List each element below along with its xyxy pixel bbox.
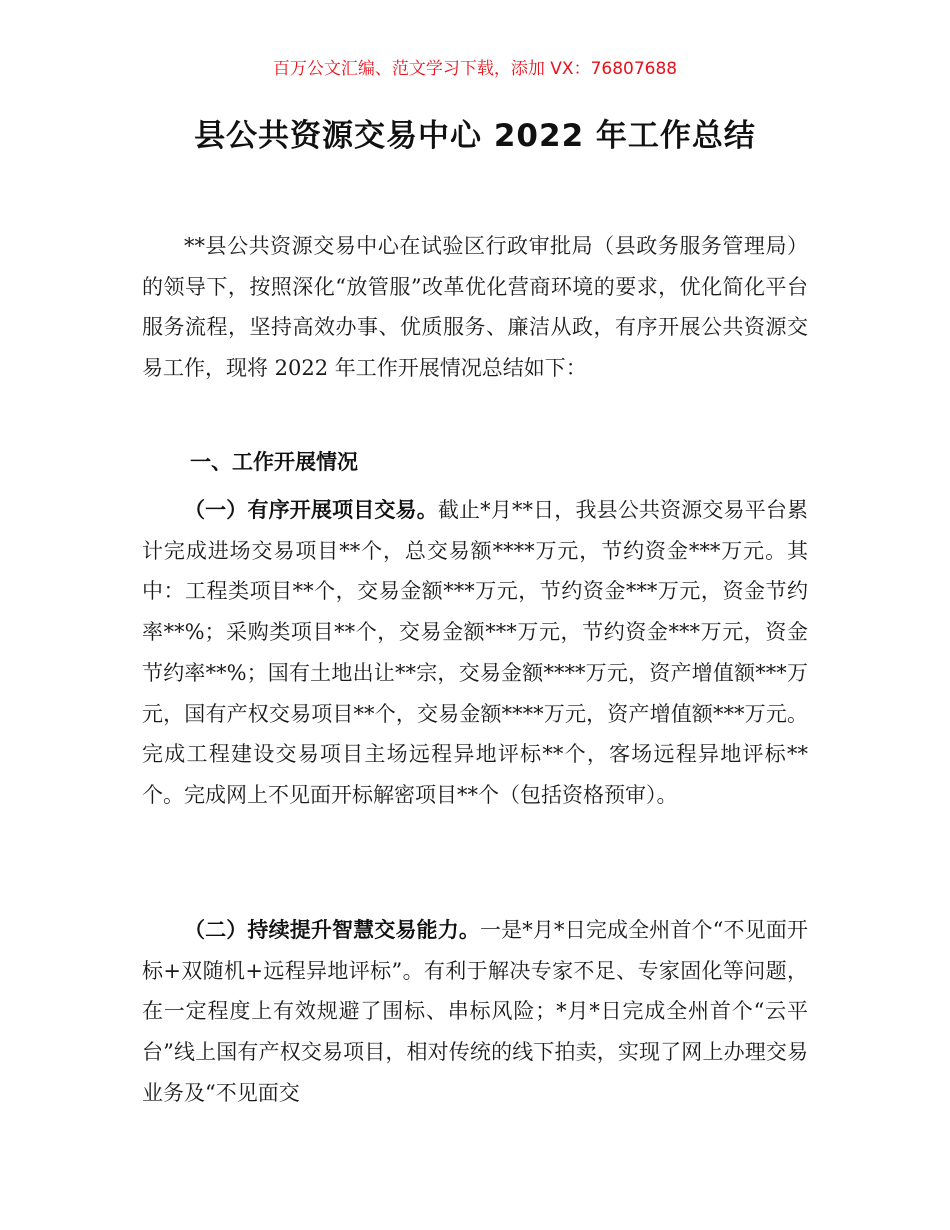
item-1-paragraph xyxy=(142,490,808,816)
section-heading-1: 一、工作开展情况 xyxy=(190,450,358,474)
item-2-lead: （二）持续提升智慧交易能力。 xyxy=(184,918,480,942)
item-2-paragraph xyxy=(142,910,808,1114)
item-1-body: 截止*月**日，我县公共资源交易平台累计完成进场交易项目**个，总交易额****万元，节约资金***万元。其中：工程类项目**个，交易金额***万元，节约资金***万元，资金节约率**%；采购类项目**个，交易金额***万元，节约资金***万元，资金节约率**%；国有土地出让**宗，交易金额****万元，资产增值额***万元，国有产权交易项目**个，交易金额****万元，资产增值额***万元。完成工程建设交易项目主场远程异地评标**个，客场远程异地评标**个。完成网上不见面开标解密项目**个（包括资格预审）。 xyxy=(142,498,809,807)
promo-banner: 百万公文汇编、范文学习下载，添加 VX：76807688 xyxy=(272,59,678,79)
document-title: 县公共资源交易中心 2022 年工作总结 xyxy=(194,118,756,154)
intro-paragraph: **县公共资源交易中心在试验区行政审批局（县政务服务管理局）的领导下，按照深化“放管服”改革优化营商环境的要求，优化简化平台服务流程，坚持高效办事、优质服务、廉洁从政，有序开展公共资源交易工作，现将 2022 年工作开展情况总结如下： xyxy=(142,234,808,381)
item-1-lead: （一）有序开展项目交易。 xyxy=(184,498,438,522)
item-2-body: 一是*月*日完成全州首个“不见面开标+双随机+远程异地评标”。有利于解决专家不足、专家固化等问题，在一定程度上有效规避了围标、串标风险；*月*日完成全州首个“云平台”线上国有产权交易项目，相对传统的线下拍卖，实现了网上办理交易业务及“不见面交 xyxy=(142,918,808,1105)
